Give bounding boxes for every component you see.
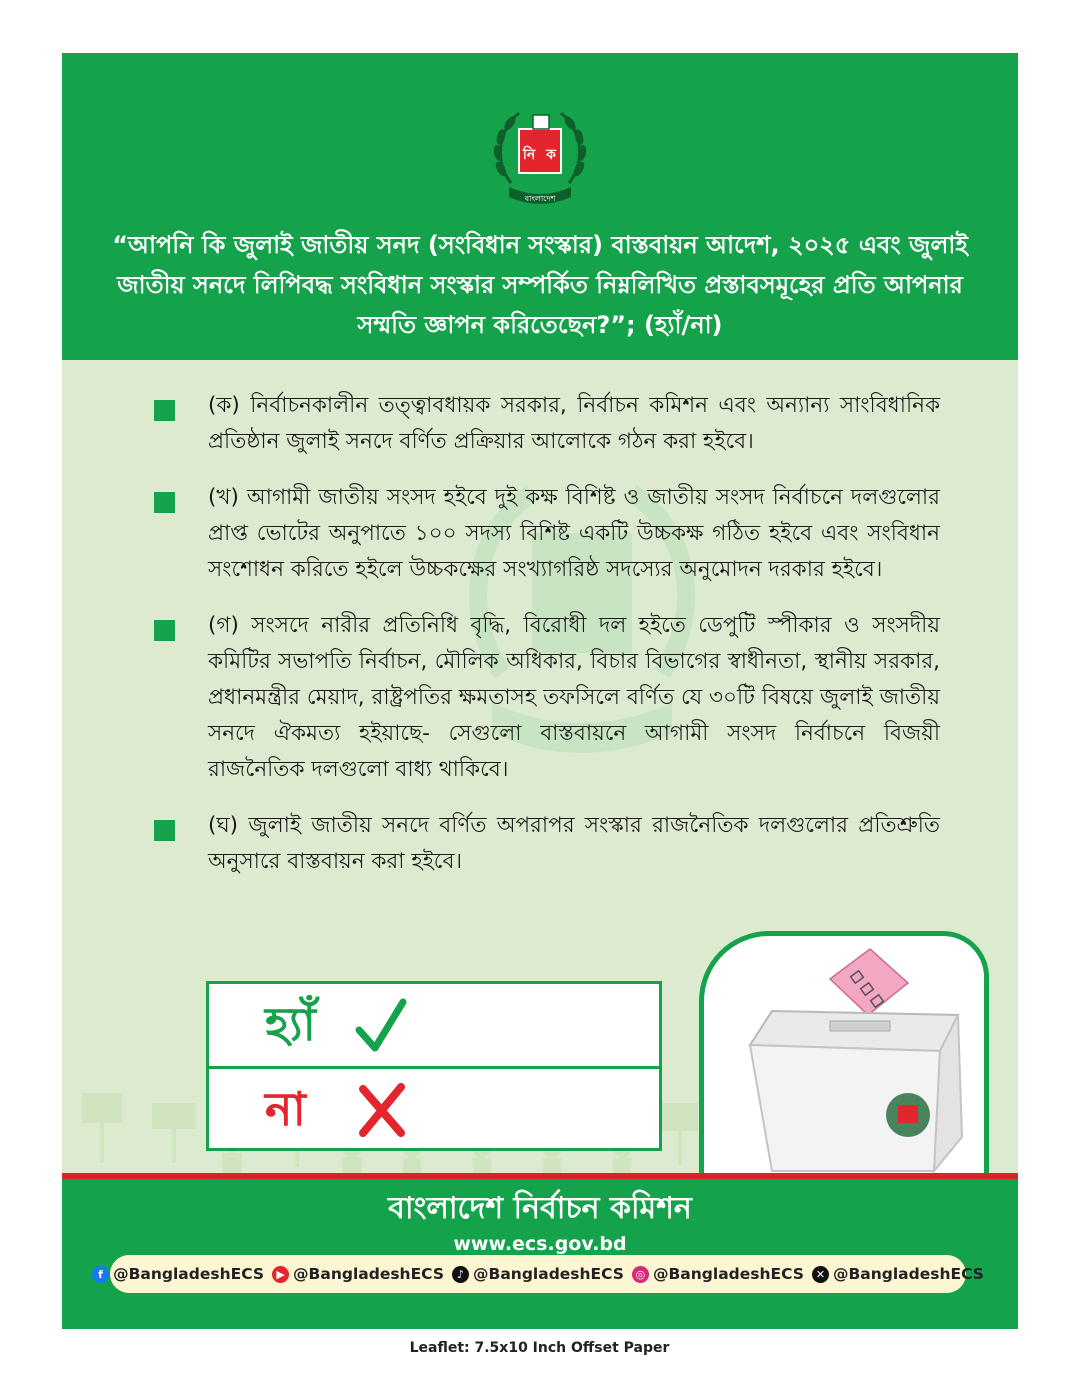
yes-label: হ্যাঁ — [265, 997, 316, 1051]
no-label: না — [265, 1082, 306, 1136]
social-handle: @BangladeshECS — [473, 1265, 624, 1283]
social-youtube[interactable] — [272, 1265, 444, 1283]
list-item — [152, 808, 940, 880]
facebook-icon: f — [92, 1266, 109, 1283]
social-handle: @BangladeshECS — [652, 1265, 804, 1283]
election-commission-logo — [489, 101, 591, 211]
social-facebook[interactable] — [92, 1265, 264, 1283]
vote-option-no[interactable] — [209, 1069, 659, 1151]
tiktok-icon: ♪ — [452, 1266, 469, 1283]
bullet-square — [154, 492, 175, 513]
proposal-text: (গ) সংসদে নারীর প্রতিনিধি বৃদ্ধি, বিরোধী দল হইতে ডেপুটি স্পীকার ও সংসদীয় কমিটির সভাপতি নির্বাচন, মৌলিক অধিকার, বিচার বিভাগের স্বাধীনতা, স্থানীয় সরকার, প্রধানমন্ত্রীর মেয়াদ, রাষ্ট্রপতির ক্ষমতাসহ তফসিলে বর্ণিত যে ৩০টি বিষয়ে জুলাই জাতীয় সনদে ঐকমত্য হইয়াছে- সেগুলো বাস্তবায়নে আগামী সংসদ নির্বাচনে বিজয়ী রাজনৈতিক দলগুলো বাধ্য থাকিবে। — [208, 613, 940, 782]
social-instagram[interactable] — [632, 1265, 804, 1283]
x-icon: ✕ — [812, 1266, 829, 1283]
proposal-list — [152, 388, 940, 900]
social-handle: @BangladeshECS — [832, 1265, 984, 1283]
social-x[interactable] — [812, 1265, 984, 1283]
list-item — [152, 388, 940, 460]
bullet-square — [154, 620, 175, 641]
ballot-box-illustration — [712, 945, 974, 1177]
leaflet — [62, 53, 1018, 1329]
bullet-square — [154, 400, 175, 421]
logo-ribbon-text: বাংলাদেশ — [524, 194, 556, 203]
social-bar — [98, 1255, 984, 1293]
proposal-text: (খ) আগামী জাতীয় সংসদ হইবে দুই কক্ষ বিশিষ্ট ও জাতীয় সংসদ নির্বাচনে দলগুলোর প্রাপ্ত ভোটের অনুপাতে ১০০ সদস্য বিশিষ্ট একটি উচ্চকক্ষ গঠিত হইবে এবং সংবিধান সংশোধন করিতে হইলে উচ্চকক্ষের সংখ্যাগরিষ্ঠ সদস্যের অনুমোদন দরকার হইবে। — [208, 485, 940, 582]
footer-banner — [62, 1179, 1018, 1329]
list-item — [152, 608, 940, 788]
website-link[interactable]: www.ecs.gov.bd — [453, 1233, 627, 1255]
bullet-square — [154, 820, 175, 841]
logo-letter-right: ক — [546, 147, 556, 163]
check-icon — [355, 996, 407, 1054]
print-spec-caption: Leaflet: 7.5x10 Inch Offset Paper — [409, 1340, 670, 1356]
referendum-question: “আপনি কি জুলাই জাতীয় সনদ (সংবিধান সংস্কার) বাস্তবায়ন আদেশ, ২০২৫ এবং জুলাই জাতীয় সনদে লিপিবদ্ধ সংবিধান সংস্কার সম্পর্কিত নিম্নলিখিত প্রস্তাবসমূহের প্রতি আপনার সম্মতি জ্ঞাপন করিতেছেন?”; (হ্যাঁ/না) — [112, 231, 968, 339]
social-handle: @BangladeshECS — [293, 1265, 445, 1283]
social-handle: @BangladeshECS — [113, 1265, 265, 1283]
header-banner — [62, 53, 1018, 360]
vote-box — [206, 981, 662, 1151]
social-tiktok[interactable] — [452, 1265, 624, 1283]
vote-option-yes[interactable] — [209, 984, 659, 1069]
logo-letter-left: নি — [522, 147, 536, 163]
youtube-icon: ▶ — [272, 1266, 289, 1283]
organization-name: বাংলাদেশ নির্বাচন কমিশন — [388, 1191, 692, 1226]
instagram-icon: ◎ — [632, 1266, 649, 1283]
proposal-text: (ক) নির্বাচনকালীন তত্ত্বাবধায়ক সরকার, নির্বাচন কমিশন এবং অন্যান্য সাংবিধানিক প্রতিষ্ঠান জুলাই সনদে বর্ণিত প্রক্রিয়ার আলোকে গঠন করা হইবে। — [208, 393, 940, 454]
proposal-text: (ঘ) জুলাই জাতীয় সনদে বর্ণিত অপরাপর সংস্কার রাজনৈতিক দলগুলোর প্রতিশ্রুতি অনুসারে বাস্তবায়ন করা হইবে। — [208, 813, 940, 874]
cross-icon — [355, 1081, 407, 1139]
list-item — [152, 480, 940, 588]
